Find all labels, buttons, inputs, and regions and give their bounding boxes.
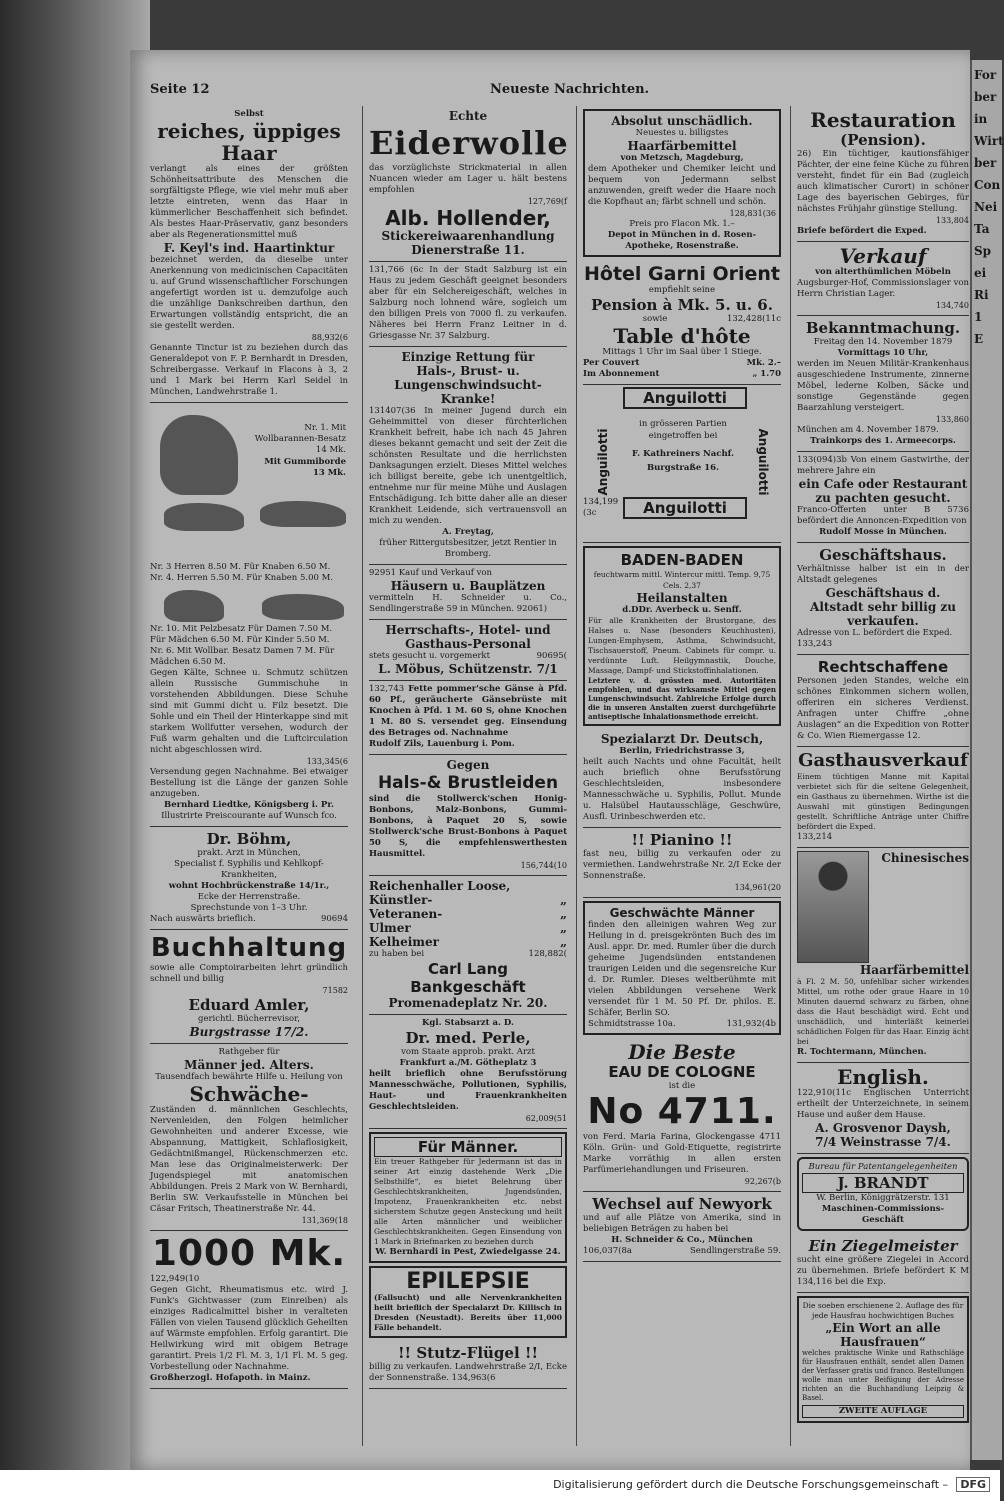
ad-gaense xyxy=(369,681,567,755)
ad-kicker: Gegen xyxy=(446,758,490,772)
ad-line: in grösseren Partien xyxy=(639,419,727,429)
shoe-icon xyxy=(260,501,346,527)
shoe-illustration-2 xyxy=(150,584,348,624)
ad-title: Spezialarzt Dr. Deutsch, xyxy=(600,732,764,746)
ad-line-row xyxy=(797,628,969,650)
ad-body: sucht eine größere Ziegelei in Accord zu übernehmen. Briefe befördert K M 134,116 bei die Exp. xyxy=(797,1255,969,1287)
ad-code: 133,345(6 xyxy=(306,757,348,766)
ad-code: 156,744(10 xyxy=(520,861,567,870)
ad-hair-tincture xyxy=(150,106,348,403)
ad-body: In meiner Jugend durch ein Geheimmittel von dieser fürchterlichen Krankheit befreit, habe ich nach 45 Jahren dieses bekannt gemacht und seit der Zeit die schönsten Resultate und die herrlichsten Danksagungen erzielt. Dieses Mittel welches ich billigst bereite, gebe ich unentgeltlich, entnehme nur für meine Mühe und Auslagen Entschädigung. Ich bitte daher alle an dieser Krankheit Leidende, sich vertrauensvoll an mich zu wenden. xyxy=(369,406,567,526)
ad-body: Fette pommer'sche Gänse à Pfd. 60 Pf., geräucherte Gänsebrüste mit Knochen à Pfd. 1 M. 60 S, ohne Knochen 1 M. 80 S. versendet geg. Einsendung des Betrages od. Nachnahme xyxy=(369,684,568,738)
ad-haarfaerbemittel xyxy=(583,109,781,257)
ad-ziegelmeister xyxy=(797,1234,969,1293)
ad-cafe xyxy=(797,452,969,543)
ad-restauration xyxy=(797,106,969,242)
ad-date: München am 4. November 1879. xyxy=(797,425,939,435)
ad-chinesisches-haarfaerbemittel xyxy=(797,848,969,1063)
page-fragment: ber xyxy=(974,90,997,104)
ad-line: ist die xyxy=(668,1081,696,1091)
ad-line: Kauf und Verkauf von xyxy=(398,568,492,578)
ad-address: Burgstraße 16. xyxy=(646,463,720,473)
ad-body: das vorzüglichste Strickmaterial in allen Nuancen wieder am Lager u. hält bestens empfohlen xyxy=(369,163,567,195)
ad-line: Tausendfach bewährte Hilfe u. Heilung von xyxy=(155,1072,343,1082)
ad-body: verlangt als eines der größten Schönheitsattribute des Menschen die sorgfältigste Pflege, wie viel mehr muß aber letzte eintreten, wenn das Haar in kümmerlicher Beschaffenheit sich befindet. Als bestes Haar-Präservativ, ganz besonders aber als Regenerationsmittel muß xyxy=(150,164,348,240)
ad-title: ein Cafe oder Restaurant zu pachten gesucht. xyxy=(798,477,968,505)
ad-buchhaltung xyxy=(150,930,348,1044)
ad-title-vertical: Anguilotti xyxy=(756,428,770,496)
ad-body: Personen jeden Standes, welche ein schönes Einkommen sichern wollen, offeriren ein sicheres Verdienst. Anfragen unter Chiffre „ohne Auslagen“ an die Expedition von Rotter & Co. Wien Riemergasse 12. xyxy=(797,676,969,741)
ad-dr-perle xyxy=(369,1015,567,1129)
shoe-icon xyxy=(262,594,344,620)
page-fragment: Ta xyxy=(974,222,990,236)
ad-line: eingetroffen bei xyxy=(648,431,718,441)
ad-dr-deutsch xyxy=(583,729,781,828)
ad-body: Versendung gegen Nachnahme. Bei etwaiger Bestellung ist die Länge der ganzen Sohle anzugeben. xyxy=(150,767,348,799)
ad-code: 62,009(51 xyxy=(525,1114,567,1123)
ad-title: Gasthausverkauf xyxy=(798,750,968,771)
ad-code: 92951 xyxy=(369,568,397,578)
shoe-caption: Nr. 6. Mit Wollbar. Besatz Damen 7 M. Für Mädchen 6.50 M. xyxy=(150,646,335,667)
ad-body: (Fallsucht) und alle Nervenkrankheiten heilt brieflich der Specialarzt Dr. Killisch in Dresden (Neustadt). Bereits über 11,000 Fälle behandelt. xyxy=(374,1293,562,1332)
ad-code: 90695( xyxy=(536,651,567,661)
page-number: Seite 12 xyxy=(150,82,210,97)
ad-heil: Heilanstalten xyxy=(636,591,728,605)
column-3 xyxy=(576,106,781,1446)
ad-fuer-maenner xyxy=(369,1132,567,1263)
page-fragment: ei xyxy=(974,266,987,280)
page-fragment: Con xyxy=(974,178,1001,192)
ad-item xyxy=(369,893,567,907)
ad-title: EPILEPSIE xyxy=(406,1269,530,1294)
ad-title: Anguilotti xyxy=(623,387,747,409)
ad-line: Frankfurt a./M. Götheplatz 3 xyxy=(399,1058,537,1068)
ad-anguilotti xyxy=(583,385,781,543)
ad-line xyxy=(150,914,348,925)
ad-code: 134,963(6 xyxy=(451,1373,496,1383)
ad-code: 133(094)3b xyxy=(797,455,847,465)
ad-line-text: Nach auswärts brieflich. xyxy=(150,914,256,924)
ad-title: Hals-, Brust- u. Lungenschwindsucht-Kranke! xyxy=(394,364,542,406)
ad-title: Haar xyxy=(221,141,277,165)
ad-hotel-orient xyxy=(583,260,781,385)
ad-title: Einzige Rettung für xyxy=(401,350,535,364)
ad-title: Schwäche- xyxy=(189,1082,309,1106)
ad-pianino xyxy=(583,828,781,898)
column-2 xyxy=(362,106,567,1446)
ad-line: Briefe befördert die Exped. xyxy=(797,226,927,236)
ad-name: Alb. Hollender, xyxy=(385,206,551,230)
ad-pension: Pension à Mk. 5. u. 6. xyxy=(591,296,773,314)
ad-address: Dienerstraße 11. xyxy=(411,243,525,257)
ad-title: Ein Ziegelmeister xyxy=(808,1237,958,1255)
ad-code: 88,932(6 xyxy=(311,333,348,342)
ad-title: 1000 Mk. xyxy=(151,1233,347,1274)
ad-seller: Bernhard Liedtke, Königsberg i. Pr. xyxy=(164,800,334,810)
ad-title: Bekanntmachung. xyxy=(805,319,961,337)
ad-body: und auf alle Plätze von Amerika, sind in beliebigen Beträgen zu haben bei xyxy=(583,1213,781,1234)
ad-haeuser xyxy=(369,565,567,620)
ad-body: dem Apotheker und Chemiker leicht und bequem von Jedermann selbst anzuwenden, greift weder die Haare noch die Kopfhaut an; färbt schnell und schön. xyxy=(588,164,776,207)
ditto-mark: „ xyxy=(560,893,567,907)
ad-title: Reichenhaller Loose, xyxy=(369,879,511,893)
ad-wechsel-newyork xyxy=(583,1192,781,1262)
shoe-caption: Nr. 4. Herren 5.50 M. Für Knaben 5.00 M. xyxy=(150,573,334,583)
ad-line: Trainkorps des 1. Armeecorps. xyxy=(810,436,956,446)
running-head xyxy=(150,82,940,102)
ad-shop: Stickereiwaarenhandlung xyxy=(381,229,555,243)
ditto-mark: „ xyxy=(560,921,567,935)
ad-line: Mittags 1 Uhr im Saal über 1 Stiege. xyxy=(602,347,762,357)
ad-geschaeftshaus xyxy=(797,543,969,655)
ad-line: von alterthümlichen Möbeln xyxy=(815,267,951,277)
ad-product: F. Keyl's ind. Haartinktur xyxy=(163,241,335,255)
ad-schwaeche xyxy=(150,1044,348,1231)
ad-line: wohnt Hochbrückenstraße 14/1r., xyxy=(168,881,330,891)
shoe-icon xyxy=(164,503,244,531)
ad-kicker: Echte xyxy=(448,109,488,123)
ad-body: Ein treuer Rathgeber für Jedermann ist das in seiner Art einzig dastehende Werk „Die Selbsthilfe“, es bietet Belehrung über Geschlechtskrankheiten, Jugendsünden, Impotenz, Frauenkrankheiten etc. nebst sicherstem Schutze gegen Ansteckung und heilt alle Arten männlicher und weiblicher Geschlechtskrankheiten. Gegen Einsendung von 1 Mark in Briefmarken zu beziehen durch xyxy=(374,1157,562,1246)
ad-price-label: Per Couvert xyxy=(583,358,640,368)
footer-credit: Digitalisierung gefördert durch die Deutsche Forschungsgemeinschaft – xyxy=(553,1478,948,1491)
ad-body: billig zu verkaufen. Landwehrstraße 2/I, Ecke der Sonnenstraße. xyxy=(369,1362,567,1383)
shoe-caption: Mit Gummiborde 13 Mk. xyxy=(264,457,346,478)
ad-line: Die Beste xyxy=(628,1040,736,1064)
ad-dr-bohm xyxy=(150,827,348,930)
ad-body: Gegen Gicht, Rheumatismus etc. wird J. Funk's Gichtwasser (zum Einreiben) als einziges Radicalmittel bisher in veralteten Fällen von vielen Tausend glücklich Geheilten auf Wärmste empfohlen. Erfolg garantirt. Die Heilwirkung wird mit obigem Betrage garantirt. Preis 1/2 Fl. M. 3, 1/1 Fl. M. 5 geg. Vorbestellung oder Nachnahme. xyxy=(150,1285,348,1372)
ad-code: 90694 xyxy=(320,914,348,924)
ad-product: Haarfärbemittel xyxy=(627,139,737,153)
ad-name: A. Freytag, xyxy=(442,527,494,537)
ad-address: Berlin, Friedrichstrasse 3, xyxy=(619,746,745,756)
ad-item xyxy=(369,921,567,935)
ad-code: 133,214 xyxy=(797,832,833,842)
ad-body: Englischen Unterricht ertheilt der Unterzeichnete, in seinem Hause und außer dem Hause. xyxy=(797,1088,969,1120)
ad-title: English. xyxy=(837,1065,929,1089)
ad-patent-bureau xyxy=(797,1157,969,1231)
ad-body: Einem tüchtigen Manne mit Kapital verbietet sich für die seltene Gelegenheit, ein Gasthaus zu übernehmen. Wirthe ist die Auswahl mit günstigen Bedingungen gestellt. Schriftliche Anträge unter Chiffre befördert die Exped. xyxy=(797,772,969,831)
ad-line: vom Staate approb. prakt. Arzt xyxy=(401,1047,535,1057)
ad-title: Anguilotti xyxy=(623,497,747,519)
adjacent-page-edge xyxy=(970,60,1002,1460)
ad-body: sind die Stollwerck'schen Honig-Bonbons, Malz-Bonbons, Gummi-Bonbons, à Paquet 20 S, sowie Stollwerck'sche Brust-Bonbons à Paquet 50 S, die empfehlenswerthesten Hausmittel. xyxy=(369,794,567,859)
ad-body: Von einem Gastwirthe, der mehrere Jahre ein xyxy=(797,455,969,476)
ad-name: Dr. med. Perle, xyxy=(405,1029,531,1047)
ad-body: In der Stadt Salzburg ist ein Haus zu jedem Geschäft geeignet besonders aber für ein Selchereigeschäft, welches in Salzburg noch lohnend wäre, sogleich um den billigen Preis von 7000 fl. zu verkaufen. Näheres bei Herrn Franz Leitner in d. Griesgasse Nr. 37 Salzburg. xyxy=(369,265,567,341)
ad-title: Häusern u. Bauplätzen xyxy=(390,579,546,593)
ad-body: Letztere v. d. grössten med. Autoritäten empfohlen, und das wirksamste Mittel gegen Lungenschwindsucht. Zahlreiche Erfolge durch die in unseren Anstalten zuerst durchgeführte antiseptische Inhalationsmethode erreicht. xyxy=(588,676,776,721)
ad-code: 131,766 (6c xyxy=(369,265,424,275)
shoe-illustration xyxy=(150,409,348,559)
ad-item-label: Künstler- xyxy=(369,893,433,907)
ad-code: 92,267(b xyxy=(744,1177,781,1186)
ad-item-label: Kelheimer xyxy=(369,935,439,949)
ad-baden-baden xyxy=(583,546,781,726)
ad-verkauf xyxy=(797,242,969,316)
ad-title-vertical: Anguilotti xyxy=(596,428,610,496)
ad-stutz-fluegel xyxy=(369,1341,567,1389)
ad-code: 133,243 xyxy=(797,639,833,649)
ad-line: Specialist f. Syphilis und Kehlkopf-Krankheiten, xyxy=(174,859,324,880)
ad-code: 131407(36 xyxy=(369,406,416,416)
ad-code: 134,961(20 xyxy=(734,883,781,892)
ad-line: Rathgeber für xyxy=(218,1047,280,1057)
ad-body: Zuständen d. männlichen Geschlechts, Nervenleiden, den Folgen heimlicher Gewohnheiten und anderer Excesse, wie Abspannung, Mattigkeit, Schlaflosigkeit, Gedächtnißmangel, Rückenschmerzen etc. Man lese das Originalmeisterwerk: Der Jugendspiegel mit anatomischen Abbildungen. Preis 2 Mark von W. Bernhardi, Berlin SW. Verkaufsstelle in München bei Cäsar Fritsch, Theatinerstraße Nr. 44. xyxy=(150,1105,348,1214)
ad-depot: Depot in München in d. Rosen-Apotheke, Rosenstraße. xyxy=(607,230,757,251)
ad-eau-de-cologne xyxy=(583,1038,781,1192)
ad-price-row xyxy=(583,369,781,380)
ad-number: No 4711. xyxy=(587,1091,777,1132)
ad-title: Eiderwolle xyxy=(369,124,569,162)
ad-code: 26) xyxy=(797,149,812,159)
column-1 xyxy=(150,106,348,1446)
ad-herrschaft xyxy=(369,620,567,681)
ditto-mark: „ xyxy=(560,907,567,921)
ad-name: J. BRANDT xyxy=(802,1173,964,1193)
ad-title: BADEN-BADEN xyxy=(620,551,744,569)
ad-seller: R. Tochtermann, München. xyxy=(797,1047,927,1057)
ad-price-value: Mk. 2.– xyxy=(746,358,781,368)
ad-name: A. Grosvenor Daysh, xyxy=(815,1121,951,1135)
page-fragment: For xyxy=(974,68,997,82)
ad-body: stets gesucht u. vorgemerkt xyxy=(369,651,491,661)
ad-title: Bureau für Patentangelegenheiten xyxy=(808,1162,958,1172)
ad-price-row xyxy=(583,358,781,369)
ad-line-text: sowie xyxy=(642,314,668,324)
ad-line: prakt. Arzt in München, xyxy=(197,848,301,858)
ad-line: Neuestes u. billigstes xyxy=(635,128,729,138)
ad-bekanntmachung xyxy=(797,316,969,452)
ad-code: 133,860 xyxy=(935,415,969,424)
ad-code: 122,949(10 xyxy=(150,1274,200,1284)
ad-title: Geschäftshaus d. Altstadt sehr billig zu verkaufen. xyxy=(810,586,956,628)
ad-time: Vormittags 10 Uhr, xyxy=(837,348,929,358)
shoe-caption: Nr. 10. Mit Pelzbesatz Für Damen 7.50 M. Für Mädchen 6.50 M. Für Kinder 5.50 M. xyxy=(150,624,333,645)
ad-name: Carl Lang Bankgeschäft xyxy=(410,960,526,996)
ad-code: 71582 xyxy=(322,986,348,995)
shoe-caption: Nr. 3 Herren 8.50 M. Für Knaben 6.50 M. xyxy=(150,562,331,572)
ad-code: 106,037(8a xyxy=(583,1246,632,1256)
ad-address: Schmidtstrasse 10a. xyxy=(588,1019,676,1029)
ad-title: reiches, üppiges xyxy=(157,119,341,143)
ad-code: 131,369(18 xyxy=(301,1216,348,1225)
ad-item-label: Veteranen- xyxy=(369,907,443,921)
page-fragment: ber xyxy=(974,156,997,170)
column-4 xyxy=(790,106,969,1446)
ad-role: Kgl. Stabsarzt a. D. xyxy=(422,1018,514,1028)
ad-hausfrauen xyxy=(797,1296,969,1423)
ad-eiderwolle xyxy=(369,106,567,262)
boot-icon xyxy=(160,415,238,495)
ditto-mark: „ xyxy=(560,935,567,949)
ad-body: welches praktische Winke und Rathschläge für Hausfrauen enthält, sendet allen Damen der Verfasser gratis und franco. Bestellungen wolle man unter Beifügung der Adresse richten an die Buchhandlung Leipzig & Basel. xyxy=(802,1349,964,1402)
newspaper-title: Neueste Nachrichten. xyxy=(490,82,650,97)
ad-line: Ecke der Herrenstraße. xyxy=(197,892,301,902)
ad-price-label: Im Abonnement xyxy=(583,369,660,379)
ad-body: heilt auch Nachts und ohne Facultät, heilt auch brieflich ohne Berufsstörung Geschlechtsleiden, insbesondere Mannesschwäche u. Syphilis, Pollut. Munde u. Halsübel Hautausschläge, Geschwüre, Ausfl. Urinbeschwerden etc. xyxy=(583,757,781,822)
ad-title: !! Stutz-Flügel !! xyxy=(397,1344,539,1362)
ad-note: Illustrirte Preiscourante auf Wunsch fco. xyxy=(161,811,337,821)
ad-code: 132,428(11c xyxy=(726,314,781,324)
ad-kicker: Selbst xyxy=(234,109,264,119)
ad-code: 128,882( xyxy=(528,949,567,959)
ad-role: früher Rittergutsbesitzer, jetzt Rentier in Bromberg. xyxy=(379,538,557,559)
woman-portrait-icon xyxy=(797,851,869,963)
book-edge xyxy=(0,0,150,1501)
shoe-icon xyxy=(164,590,224,622)
ad-salzburg xyxy=(369,262,567,347)
ad-line: Maschinen-Commissions-Geschäft xyxy=(821,1204,945,1225)
ad-seller: Großherzogl. Hofapoth. in Mainz. xyxy=(150,1373,311,1383)
ad-code: 132,743 xyxy=(369,684,405,694)
page-fragment: Wirt xyxy=(974,134,1004,148)
ad-body: Für alle Krankheiten der Brustorgane, des Halses u. Nase (besonders Keuchhusten), Lungen-Emphysem, Asthma, Schwindsucht, Tischsauerstoff, Pneum. Cabinets für compr. u. verdünnte Luft. Heilgymnastik, Douche, Massage, Dampf- und Stickstoffinhalationen. xyxy=(588,616,776,675)
ad-title: Restauration xyxy=(810,108,956,132)
ad-code: 134,740 xyxy=(935,301,969,310)
ad-code: 122,910(11c xyxy=(797,1088,852,1098)
ad-title: !! Pianino !! xyxy=(631,831,733,849)
ad-body: fast neu, billig zu verkaufen oder zu vermiethen. Landwehrstraße Nr. 2/I Ecke der Sonnenstraße. xyxy=(583,849,781,881)
ad-line: Adresse von L. befördert die Exped. xyxy=(797,628,953,638)
ad-item xyxy=(369,907,567,921)
ad-product: EAU DE COLOGNE xyxy=(608,1063,756,1081)
ad-russian-galoshes xyxy=(150,403,348,827)
ad-title: Hals-& Brustleiden xyxy=(377,773,559,793)
ad-body: bezeichnet werden, da dieselbe unter Anerkennung von medicinischen Capacitäten u. auf Grund wissenschaftlicher Forschungen angefertigt worden ist u. demzufolge auch die unzählige Dankschreiben darthun, den Erwartungen vollständig entspricht, die an sie gestellt werden. xyxy=(150,255,348,331)
ad-title: Geschäftshaus. xyxy=(819,546,947,564)
ad-title: Dr. Böhm, xyxy=(206,830,292,848)
ad-code: 128,831(36 xyxy=(729,209,776,218)
ad-code: 133,804 xyxy=(935,216,969,225)
ad-maker: von Metzsch, Magdeburg, xyxy=(620,153,744,163)
ad-line: Sprechstunde von 1–3 Uhr. xyxy=(190,903,308,913)
ad-role: gerichtl. Bücherrevisor, xyxy=(198,1014,300,1024)
ad-line: empfiehlt seine xyxy=(648,285,716,295)
dfg-logo-icon: DFG xyxy=(956,1477,990,1492)
ad-title: Verkauf xyxy=(839,244,927,268)
ad-price-value: „ 1.70 xyxy=(752,369,781,379)
ad-table-dhote: Table d'hôte xyxy=(613,324,751,348)
ad-epilepsie xyxy=(369,1266,567,1338)
ad-body: à Fl. 2 M. 50, unfehlbar sicher wirkendes Mittel, um rothe oder graue Haare in 10 Minuten dauernd schwarz zu färben, ohne dass die Haut beschädigt wird. Echt und unschädlich, und hinterläßt keinerlei schädlichen Folgen für das Haar. Einzig ächt bei xyxy=(797,977,969,1046)
ad-body: sowie alle Comptoirarbeiten lehrt gründlich schnell und billig xyxy=(150,963,348,984)
ad-line: feuchtwarm mittl. Wintercur mittl. Temp. 9,75 Cels. 2,37 xyxy=(593,570,771,590)
page-fragment: Sp xyxy=(974,244,992,258)
ad-code: 92061) xyxy=(516,604,548,614)
ad-title: Für Männer. xyxy=(374,1137,562,1157)
ad-body: vermitteln H. Schneider u. Co., Sendlingerstraße 59 in München. xyxy=(369,593,567,614)
page-fragment: 1 xyxy=(974,310,983,324)
ad-rechtschaffene xyxy=(797,655,969,747)
ad-price: Preis pro Flacon Mk. 1.– xyxy=(629,219,735,229)
ad-address-row xyxy=(588,1019,776,1030)
ad-name: L. Möbus, Schützenstr. 7/1 xyxy=(378,662,558,676)
ad-title: Rechtschaffene xyxy=(817,658,949,676)
ad-name: Eduard Amler, xyxy=(188,996,310,1014)
ad-title: Gasthaus-Personal xyxy=(405,637,531,651)
ad-address: W. Bernhardi in Pest, Zwiedelgasse 24. xyxy=(375,1247,561,1257)
newspaper-page xyxy=(130,50,970,1470)
ad-gasthausverkauf xyxy=(797,747,969,848)
ad-loose xyxy=(369,876,567,1015)
ad-1000mk xyxy=(150,1231,348,1389)
page-fragment: E xyxy=(974,332,984,346)
ad-title: Wechsel auf Newyork xyxy=(592,1195,772,1213)
ad-body: werden im Neuen Militär-Krankenhaus ausgeschiedene Instrumente, zinnerne Möbel, lederne Kolben, Säcke und sonstige Gegenstände gegen Baarzahlung versteigert. xyxy=(797,359,969,413)
ad-title: „Ein Wort an alle Hausfrauen“ xyxy=(825,1321,941,1349)
ad-body: Verhältnisse halber ist ein in der Altstadt gelegenes xyxy=(797,564,969,585)
ad-hals-brustleiden xyxy=(369,755,567,876)
ad-address: Sendlingerstraße 59. xyxy=(689,1246,781,1256)
ad-code: 127,769(f xyxy=(527,197,567,206)
ad-address: Promenadeplatz Nr. 20. xyxy=(388,996,548,1010)
shoe-caption: Nr. 1. Mit Wollbarannen-Besatz 14 Mk. xyxy=(254,423,346,455)
ad-banner: ZWEITE AUFLAGE xyxy=(802,1405,964,1418)
ad-title: Hôtel Garni Orient xyxy=(583,263,781,285)
ad-line: Die soeben erschienene 2. Auflage des für jede Hausfrau hochwichtigen Buches xyxy=(802,1301,964,1320)
ad-address: W. Berlin, Königgrätzerstr. 131 xyxy=(816,1193,950,1203)
ad-title: (Pension). xyxy=(840,131,926,149)
ad-body: Augsburger-Hof, Commissionslager von Herrn Christian Lager. xyxy=(797,278,969,299)
ad-body: Franco-Offerten unter B 5736 befördert die Annoncen-Expedition von xyxy=(797,505,969,526)
page-fragment: Nei xyxy=(974,200,998,214)
ad-english xyxy=(797,1063,969,1154)
ad-body: finden den alleinigen wahren Weg zur Heilung in d. preisgekrönten Buch des im Ausl. appr. Dr. med. Rumler über die durch geheime Jugendsünden entstandenen traurigen Leiden und die segensreiche Kur d. Dr. Rumler. Dieses weltberühmte mit vielen Abbildungen versehene Werk versendet für 1 M. 50 Pf. Dr. philos. E. Schäfer, Berlin SO. xyxy=(588,920,776,1018)
digitization-footer xyxy=(0,1470,1000,1501)
ad-seller: Rudolf Mosse in München. xyxy=(819,527,947,537)
ad-title: Chinesisches Haarfärbemittel xyxy=(859,851,969,977)
ad-item xyxy=(369,935,567,949)
ad-body: zu haben bei xyxy=(369,949,425,959)
ad-address: Burgstrasse 17/2. xyxy=(189,1025,309,1039)
ad-date: Freitag den 14. November 1879 xyxy=(813,337,953,347)
ad-title: Herrschafts-, Hotel- und xyxy=(385,623,551,637)
ad-line: Männer jed. Alters. xyxy=(184,1058,314,1072)
ad-code: 131,932(4b xyxy=(726,1019,776,1029)
ad-title: Absolut unschädlich. xyxy=(611,114,753,128)
ad-code: 134,199 (3c xyxy=(583,497,619,518)
page-fragment: Ri xyxy=(974,288,989,302)
ad-seller: H. Schneider & Co., München xyxy=(611,1235,753,1245)
ad-body: von Ferd. Maria Farina, Glockengasse 4711 Köln. Grün- und Gold-Etiquette, registrirte Marke vorräthig in allen ersten Parfümeriehandlungen und Friseuren. xyxy=(583,1132,781,1175)
ad-seller: F. Kathreiners Nachf. xyxy=(632,449,734,459)
ad-address-row xyxy=(583,1246,781,1257)
ad-address: 7/4 Weinstrasse 7/4. xyxy=(815,1135,951,1149)
ad-name: Rudolf Zils, Lauenburg i. Pom. xyxy=(369,739,515,749)
ad-body: heilt brieflich ohne Berufsstörung Mannesschwäche, Pollutionen, Syphilis, Haut- und Frauenkrankheiten Geschlechtsleiden. xyxy=(369,1069,567,1112)
ad-doctors: d.DDr. Averbeck u. Senff. xyxy=(622,605,742,615)
page-fragment: in xyxy=(974,112,988,126)
ad-geschwaechte-maenner xyxy=(583,901,781,1035)
ad-body: Gegen Kälte, Schnee u. Schmutz schützen allein Russische Gummischuhe in vorstehenden Abbildungen. Diese Schuhe sind mit Gummi dicht u. Filz besetzt. Die Sohle und ein Theil der Hinterkappe sind mit starkem Wollfutter versehen, wodurch der Fuß warm gehalten und die Luftcirculation nicht abgeschlossen wird. xyxy=(150,668,348,755)
ad-body: Ein tüchtiger, kautionsfähiger Pächter, der eine feine Küche zu führen versteht, findet für ein Bad (zugleich auch klimatischer Curort) in schöner Lage des bayerischen Gebirges, für nächstes Frühjahr günstige Stellung. xyxy=(797,149,969,214)
ad-title: Buchhaltung xyxy=(150,933,348,963)
ad-item-label: Ulmer xyxy=(369,921,411,935)
ad-body: Genannte Tinctur ist zu beziehen durch das Generaldepot von F. P. Bernhardt in Dresden, Schreibergasse. Verkauf in Flacons à 3, 2 und 1 Mark bei Herrn Karl Seidel in München, Landwehrstraße 1. xyxy=(150,343,348,397)
ad-title: Geschwächte Männer xyxy=(609,906,755,920)
ad-rettung xyxy=(369,347,567,565)
